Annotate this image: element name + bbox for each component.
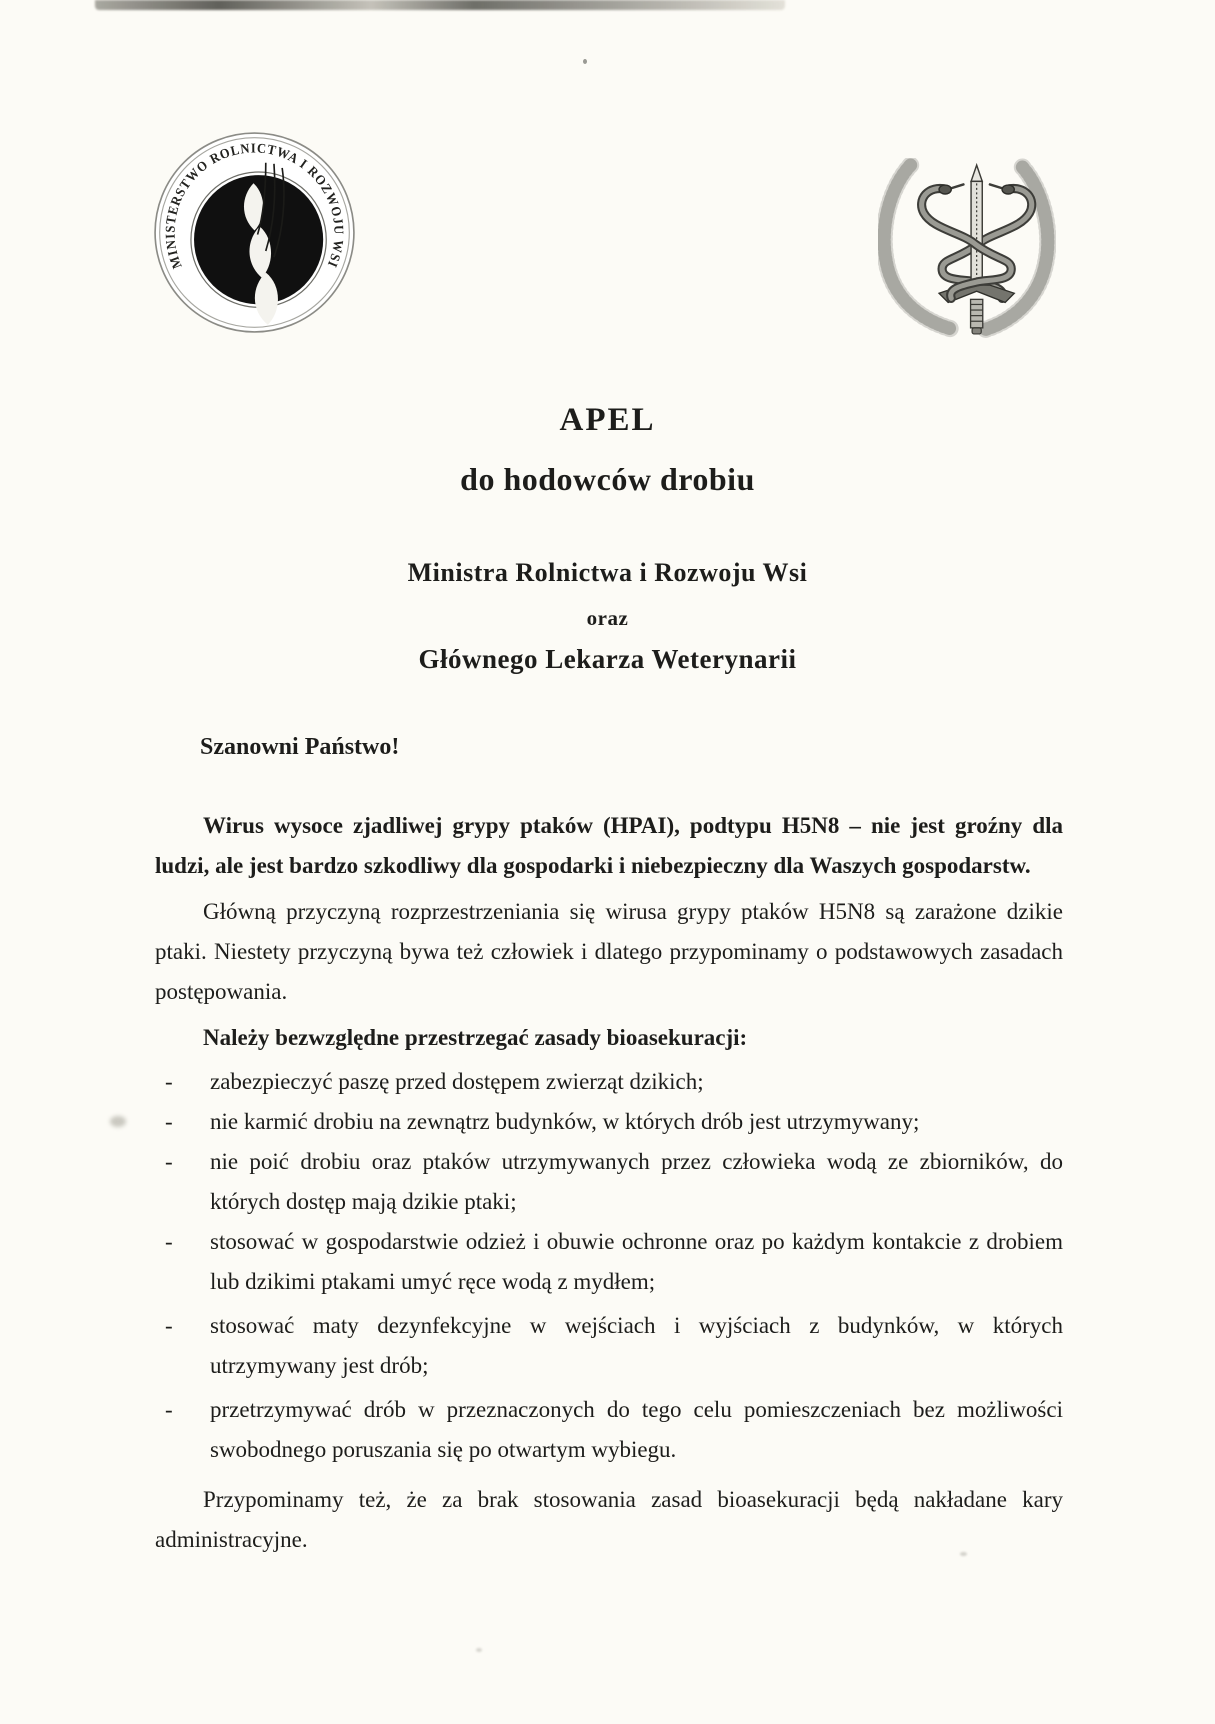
- biosecurity-list-heading: Należy bezwzględne przestrzegać zasady bioasekuracji:: [203, 1025, 748, 1050]
- title-apel: APEL: [559, 402, 656, 438]
- scan-artifact-dot: [583, 59, 587, 64]
- scan-artifact-smudge: [110, 1116, 126, 1127]
- scan-artifact-top-band: [95, 0, 785, 10]
- list-item-text: nie poić drobiu oraz ptaków utrzymywanych przez człowieka wodą ze zbiorników, do których dostęp mają dzikie ptaki;: [210, 1149, 1063, 1214]
- biosecurity-list: [155, 1062, 1063, 1470]
- letter-body: [155, 806, 1063, 1560]
- list-item-text: zabezpieczyć paszę przed dostępem zwierząt dzikich;: [210, 1069, 704, 1094]
- list-item-marker: -: [165, 1229, 173, 1254]
- salutation: Szanowni Państwo!: [200, 734, 400, 760]
- list-item-marker: -: [165, 1109, 173, 1134]
- list-item: [155, 1102, 1063, 1142]
- list-item: [155, 1142, 1063, 1222]
- list-item-text: nie karmić drobiu na zewnątrz budynków, w których drób jest utrzymywany;: [210, 1109, 920, 1134]
- list-item-text: stosować maty dezynfekcyjne w wejściach i wyjściach z budynków, w których utrzymywany jest drób;: [210, 1313, 1063, 1378]
- list-item-marker: -: [165, 1313, 173, 1338]
- paragraph-spread-cause: Główną przyczyną rozprzestrzeniania się wirusa grypy ptaków H5N8 są zarażone dzikie ptaki. Niestety przyczyną bywa też człowiek i dlatego przypominamy o podstawowych zasadach postępowania.: [155, 899, 1063, 1004]
- list-item-marker: -: [165, 1069, 173, 1094]
- list-item: [155, 1306, 1063, 1386]
- ministry-agriculture-seal-logo: [152, 130, 357, 335]
- seal-ring-text: MINISTERSTWO ROLNICTWA I ROZWOJU WSI: [162, 140, 347, 271]
- title-addressee: do hodowców drobiu: [460, 461, 755, 497]
- subtitle-oraz: oraz: [586, 606, 629, 630]
- list-item: [155, 1222, 1063, 1302]
- subtitle-chief-vet: Głównego Lekarza Weterynarii: [418, 644, 797, 674]
- paragraph-closing: Przypominamy też, że za brak stosowania zasad bioasekuracji będą nakładane kary administracyjne.: [155, 1487, 1063, 1552]
- list-item-marker: -: [165, 1149, 173, 1174]
- subtitle-minister: Ministra Rolnictwa i Rozwoju Wsi: [407, 558, 808, 587]
- veterinary-inspection-emblem-logo: [878, 158, 1056, 338]
- paragraph-virus-warning: Wirus wysoce zjadliwej grypy ptaków (HPAI), podtypu H5N8 – nie jest groźny dla ludzi, ale jest bardzo szkodliwy dla gospodarki i niebezpieczny dla Waszych gospodarstw.: [155, 813, 1063, 878]
- list-item-marker: -: [165, 1397, 173, 1422]
- sword-grip: [971, 299, 983, 327]
- sword-pommel: [972, 328, 981, 334]
- list-item-text: przetrzymywać drób w przeznaczonych do tego celu pomieszczeniach bez możliwości swobodnego poruszania się po otwartym wybiegu.: [210, 1397, 1063, 1462]
- snake-left-icon: [922, 184, 1012, 298]
- scan-artifact-speck: [476, 1648, 482, 1652]
- list-item-text: stosować w gospodarstwie odzież i obuwie ochronne oraz po każdym kontakcie z drobiem lub dzikimi ptakami umyć ręce wodą z mydłem;: [210, 1229, 1063, 1294]
- list-item: [155, 1390, 1063, 1470]
- list-item: [155, 1062, 1063, 1102]
